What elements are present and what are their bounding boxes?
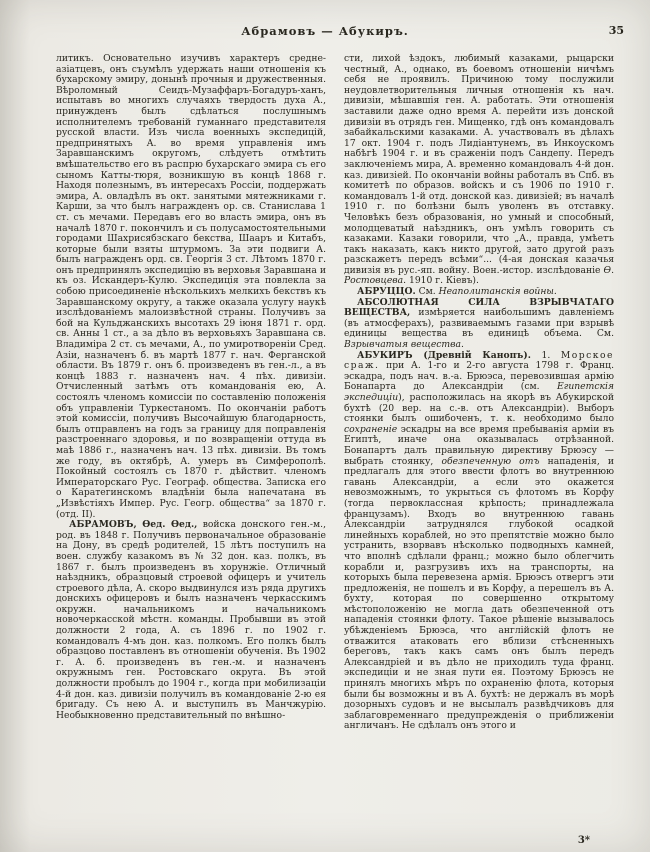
text-run: измѣряется наибольшимъ давленіемъ (въ атмосферахъ), развиваемымъ газами при взрывѣ единицы вещества въ единицѣ объема. См. bbox=[344, 307, 614, 340]
text-run: 1. bbox=[530, 349, 561, 361]
text-run: обезпеченную отъ bbox=[441, 455, 540, 467]
text-run: войска донского ген.-м., род. въ 1848 г. Получивъ первоначальное образованіе на Дону, въ средѣ родителей, 15 лѣтъ поступилъ на воен. службу казакомъ въ № 32 дон. каз. полкъ, въ 1867 г. былъ произведенъ въ хорунжіе. Отличный наѣздникъ, образцовый строевой офицеръ и учитель строевого дѣла, А. скоро выдвинулся изъ ряда другихъ донскихъ офицеровъ и былъ назначенъ черкасскимъ окружн. начальникомъ и начальникомъ новочеркасской мѣстн. команды. Пробывши въ этой должности 2 года, А. съ 1896 г. по 1902 г. командовалъ 4-мъ дон. каз. полкомъ. Его полкъ былъ образцово поставленъ въ отношеніи обученія. Въ 1902 г. А. б. произведенъ въ ген.-м. и назначенъ окружнымъ ген. Ростовскаго округа. Въ этой должности пробылъ до 1904 г., когда при мобилизаціи 4-й дон. каз. дивизіи получилъ въ командованіе 2-ю ея бригаду. Съ нею А. и выступилъ въ Манчжурію. Необыкновенно представительный по внѣшно- bbox=[56, 519, 326, 721]
left-column bbox=[56, 54, 326, 832]
text-run: сти, лихой ѣздокъ, любимый казаками, рыцарски честный, А., однако, въ боевомъ отношеніи ничѣмъ себя не проявилъ. Причиною тому послужили неудовлетворительныя личныя отношенія къ нач. дивизіи, мѣшавшія ген. А. работать. Эти отношенія заставили даже одно время А. перейти изъ донской дивизіи въ отрядъ ген. Мищенко, гдѣ онъ командовалъ забайкальскими казаками. А. участвовалъ въ дѣлахъ 17 окт. 1904 г. подъ Лидіантунемъ, въ Инкоускомъ набѣгѣ 1904 г. и въ сраженіи подъ Сандепу. Передъ заключеніемъ мира, А. временно командовалъ 4-й дон. каз. дивизіей. По окончаніи войны работалъ въ Спб. въ комитетѣ по образов. войскъ и съ 1906 по 1910 г. командовалъ 1-й отд. донской каз. дивизіей; въ началѣ 1910 г. по болѣзни былъ уволенъ въ отставку. Человѣкъ безъ образованія, но умный и способный, молодцеватый наѣздникъ, онъ умѣлъ говорить съ казаками. Казаки говорили, что „А., правда, умѣетъ такъ наказать, какъ никто другой, зато другой разъ разскажетъ передъ всѣми“... (4-ая донская казачья дивизія въ рус.-яп. войну. Воен.-истор. изслѣдованіе bbox=[344, 54, 614, 276]
article-abramov-ak-continuation bbox=[56, 54, 326, 520]
text-run: Неаполитанскія войны. bbox=[438, 286, 557, 298]
text-run: АБРУЦЦО. bbox=[357, 286, 416, 298]
text-run: См. bbox=[415, 286, 439, 298]
text-run: Ѳ. Ростовцева. bbox=[344, 264, 614, 287]
text-run: Взрывчатыя вещества. bbox=[344, 339, 464, 351]
text-run: сохраненіе bbox=[344, 423, 398, 435]
text-run: при А. 1-го и 2-го августа 1798 г. Франц. эскадра, подъ нач. в.-а. Брюэса, перевозившая армію Бонапарта до Александріи (см. bbox=[344, 360, 614, 393]
text-run: Морское сраж. bbox=[344, 349, 614, 372]
text-run: эскадры на все время пребыванія арміи въ Египтѣ, иначе она оказывалась отрѣзанной. Бонапартъ далъ правильную директиву Брюэсу — выбрать стоянку, bbox=[344, 423, 614, 467]
text-run: Египетскія экспедиціи bbox=[344, 381, 614, 403]
article-absolute-force bbox=[344, 298, 614, 351]
header-title: Абрамовъ — Абукиръ. bbox=[241, 24, 409, 38]
text-run: АБСОЛЮТНАЯ СИЛА ВЗРЫВЧАТАГО ВЕЩЕСТВА, bbox=[344, 296, 614, 319]
text-run: нападенія, и предлагалъ для этого ввести флотъ во внутреннюю гавань Александріи, а если это окажется невозможнымъ, то укрыться съ флотомъ въ Корфу (тогда первоклассная крѣпость; принадлежала французамъ). Входъ во внутреннюю гавань Александріи затруднялся глубокой осадкой линейныхъ кораблей, но это препятствіе можно было устранить, взорвавъ нѣсколько подводныхъ камней, что вполнѣ сдѣлали франц.; можно было облегчить корабли и, разгрузивъ ихъ на транспорты, на которыхъ была перевезена армія. Брюэсъ отвергъ эти предложенія, не пошелъ и въ Корфу, а перешелъ въ А. бухту, которая по совершенно открытому мѣстоположенію не могла дать обезпеченной отъ нападенія стоянки флоту. Такое рѣшеніе вызывалось убѣжденіемъ Брюэса, что англійскій флотъ не отважится атаковать его вблизи стѣсненныхъ береговъ, такъ какъ самъ онъ былъ передъ Александріей и въ дѣло не приходилъ туда франц. экспедиціи и не зная пути ея. Поэтому Брюэсъ не принялъ многихъ мѣръ по охраненію флота, которыя были бы возможны и въ А. бухтѣ: не держалъ въ морѣ дозорныхъ судовъ и не высылалъ развѣдчиковъ для заблаговременнаго предупрежденія о приближеніи англичанъ. Не сдѣлалъ онъ этого и bbox=[344, 455, 614, 732]
signature-mark: 3* bbox=[577, 835, 590, 846]
text-run: 1910 г. Кіевъ). bbox=[406, 275, 479, 287]
text-run: АБРАМОВЪ, Ѳед. Ѳед., bbox=[69, 519, 198, 531]
article-abramov-ff-continuation bbox=[344, 54, 614, 287]
page-number: 35 bbox=[608, 24, 624, 37]
article-abramov-ff bbox=[56, 520, 326, 721]
right-column bbox=[344, 54, 614, 832]
text-columns bbox=[0, 46, 650, 832]
text-run: литикъ. Основательно изучивъ характеръ средне-азіатцевъ, онъ съумѣлъ удержать наши отношенія къ бухарскому эмиру, донынѣ прочныя и дружественныя. Вѣроломный Сеидъ-Музаффаръ-Богадуръ-ханъ, испытавъ во многихъ случаяхъ твердость духа А., принужденъ былъ сдѣлаться послушнымъ исполнителемъ требованій гуманнаго представителя русской власти. Изъ числа военныхъ экспедицій, предпринятыхъ А. во время управленія имъ Заравшанскимъ округомъ, слѣдуетъ отмѣтить вмѣшательство его въ распрю бухарскаго эмира съ его сыномъ Катты-тюря, возникшую въ концѣ 1868 г. Находя полезнымъ, въ интересахъ Россіи, поддержать эмира, А. овладѣлъ въ окт. занятыми мятежниками г. Карши, за что былъ награжденъ ор. св. Станислава 1 ст. съ мечами. Передавъ его во власть эмира, онъ въ началѣ 1870 г. покончилъ и съ полусамостоятельными городами Шахрисябзскаго бекства, Шааръ и Китабъ, которые были взяты штурмомъ. За эти подвиги А. былъ награжденъ орд. св. Георгія 3 ст. Лѣтомъ 1870 г. онъ предпринялъ экспедицію въ верховья Заравшана и къ оз. Искандеръ-Кулю. Экспедиція эта повлекла за собою присоединеніе нѣсколькихъ мелкихъ бекствъ къ Заравшанскому округу, а также оказала услугу наукѣ изслѣдованіемъ малоизвѣстной страны. Получивъ за бой на Кульджанскихъ высотахъ 29 іюня 1871 г. орд. св. Анны 1 ст., а за дѣло въ верховьяхъ Заравшана св. Владиміра 2 ст. съ мечами, А., по умиротвореніи Сред. Азіи, назначенъ б. въ мартѣ 1877 г. нач. Ферганской области. Въ 1879 г. онъ б. произведенъ въ ген.-л., а въ концѣ 1883 г. назначенъ нач. 4 пѣх. дивизіи. Отчисленный затѣмъ отъ командованія ею, А. состоялъ членомъ комиссіи по составленію положенія объ управленіи Туркестаномъ. По окончаніи работъ этой комиссіи, получивъ Высочайшую благодарность, былъ отправленъ на годъ за границу для поправленія разстроеннаго здоровья, и по возвращеніи оттуда въ маѣ 1886 г., назначенъ нач. 13 пѣх. дивизіи. Въ томъ же году, въ октябрѣ, А. умеръ въ Симферополѣ. Покойный состоялъ съ 1870 г. дѣйствит. членомъ Императорскаго Рус. Географ. общества. Записка его о Каратегинскомъ владѣніи была напечатана въ „Извѣстіяхъ Импер. Рус. Геогр. общества“ за 1870 г. (отд. II). bbox=[56, 54, 326, 520]
article-abukir bbox=[344, 351, 614, 732]
text-run: АБУКИРЪ (Древній Канопъ). bbox=[357, 349, 531, 361]
text-run: ), расположилась на якорѣ въ Абукирской бухтѣ (20 вер. на с.-в. отъ Александріи). Выборъ стоянки былъ ошибоченъ, т. к. необходимо было bbox=[344, 392, 614, 425]
running-header bbox=[0, 0, 650, 46]
